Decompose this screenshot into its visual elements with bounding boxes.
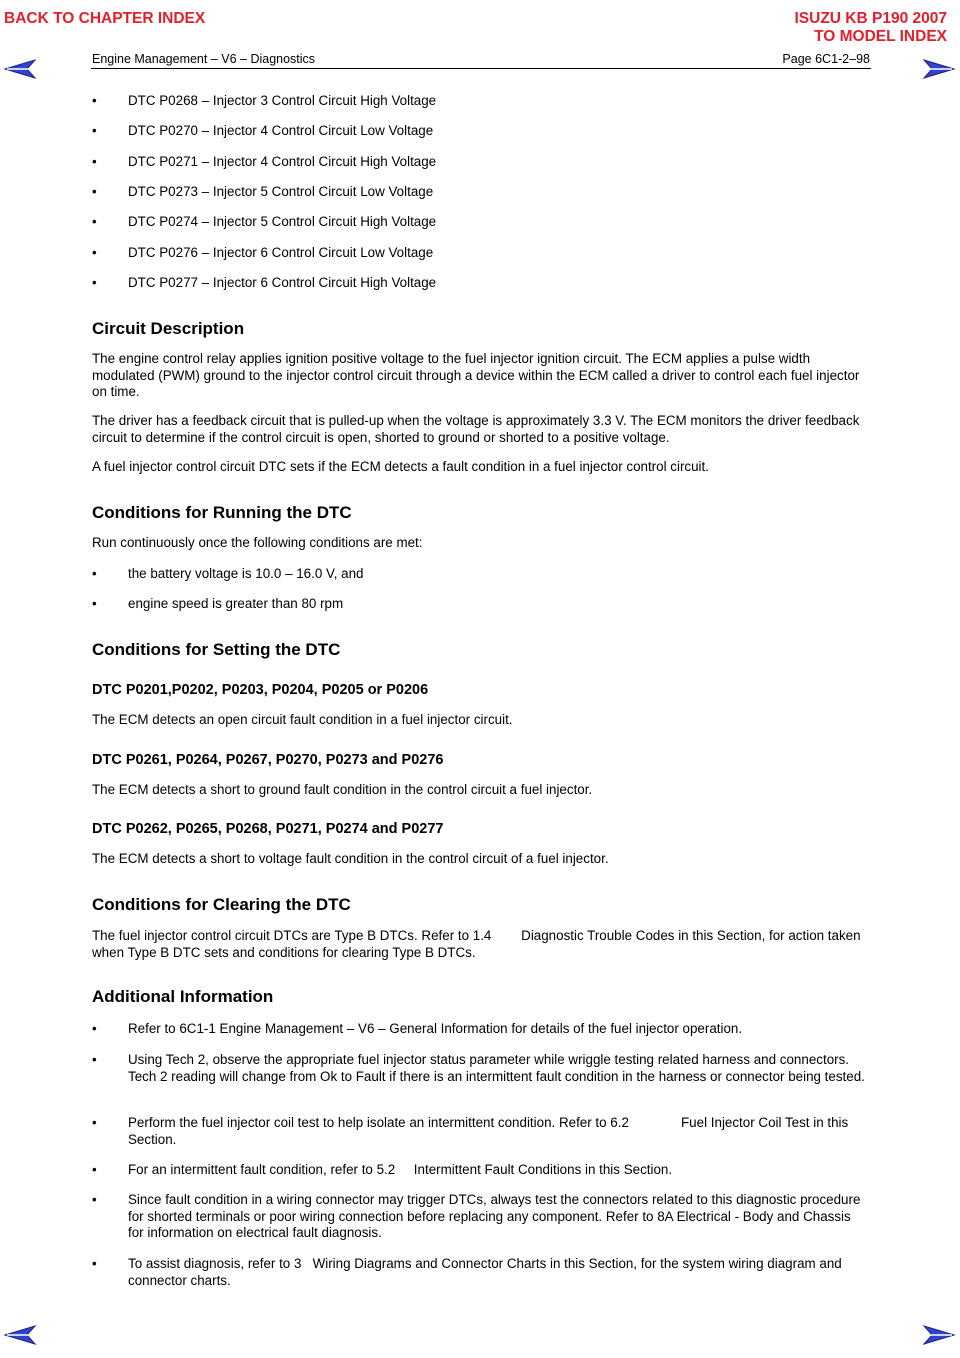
list-item-text: To assist diagnosis, refer to 3 Wiring Diagrams and Connector Charts in this Section, for the system wiring diagram and connector charts. [128, 1256, 846, 1288]
paragraph: The ECM detects an open circuit fault condition in a fuel injector circuit. [92, 712, 513, 727]
bullet-icon: • [92, 1052, 97, 1067]
header-divider [91, 68, 871, 69]
bullet-icon: • [92, 1256, 97, 1271]
paragraph: The engine control relay applies ignition positive voltage to the fuel injector ignition circuit. The ECM applies a pulse width modulated (PWM) ground to the injector control circuit through a device within the ECM called a driver to control each fuel injector on time. [92, 351, 860, 399]
subheading: DTC P0262, P0265, P0268, P0271, P0274 and P0277 [92, 821, 444, 837]
list-item-text: Using Tech 2, observe the appropriate fuel injector status parameter while wriggle testing related harness and connectors. Tech 2 reading will change from Ok to Fault if there is an intermittent fault condition in the harness or connector being tested. [128, 1052, 865, 1084]
bullet-icon: • [92, 566, 97, 581]
subheading: DTC P0201,P0202, P0203, P0204, P0205 or P0206 [92, 682, 429, 698]
bullet-icon: • [92, 184, 97, 199]
section-heading-circuit-description: Circuit Description [92, 319, 245, 338]
back-to-chapter-index-link[interactable]: BACK TO CHAPTER INDEX [4, 10, 206, 27]
list-item-text: the battery voltage is 10.0 – 16.0 V, and [128, 566, 364, 581]
bullet-icon: • [92, 93, 97, 108]
model-index-link[interactable] [795, 10, 948, 46]
paragraph: The ECM detects a short to voltage fault condition in the control circuit of a fuel injector. [92, 851, 609, 866]
paragraph: A fuel injector control circuit DTC sets if the ECM detects a fault condition in a fuel injector control circuit. [92, 459, 709, 474]
list-item-text: Perform the fuel injector coil test to help isolate an intermittent condition. Refer to 6.2 Fuel Injector Coil Test in this Section. [128, 1115, 852, 1147]
bullet-icon: • [92, 214, 97, 229]
bullet-icon: • [92, 245, 97, 260]
list-item-text: DTC P0273 – Injector 5 Control Circuit Low Voltage [128, 184, 434, 199]
paragraph: The fuel injector control circuit DTCs are Type B DTCs. Refer to 1.4 Diagnostic Trouble Codes in this Section, for action taken when Type B DTC sets and conditions for clearing Type B DTCs. [92, 928, 865, 960]
bullet-icon: • [92, 275, 97, 290]
section-heading-additional-information: Additional Information [92, 987, 274, 1006]
list-item-text: DTC P0271 – Injector 4 Control Circuit High Voltage [128, 154, 437, 169]
bullet-icon: • [92, 123, 97, 138]
paragraph: The driver has a feedback circuit that is pulled-up when the voltage is approximately 3.3 V. The ECM monitors the driver feedback circuit to determine if the control circuit is open, shorted to ground or shorted to a positive voltage. [92, 413, 860, 445]
next-page-arrow-icon[interactable] [922, 58, 956, 80]
list-item-text: Since fault condition in a wiring connector may trigger DTCs, always test the connectors related to this diagnostic procedure for shorted terminals or poor wiring connection before replacing any component. Refer to 8A Electrical - Body and Chassis for information on electrical fault diagnosis. [128, 1192, 861, 1240]
list-item-text: Refer to 6C1-1 Engine Management – V6 – General Information for details of the fuel injector operation. [128, 1021, 743, 1036]
prev-page-arrow-icon[interactable] [3, 58, 37, 80]
paragraph: The ECM detects a short to ground fault condition in the control circuit a fuel injector. [92, 782, 593, 797]
list-item-text: DTC P0276 – Injector 6 Control Circuit Low Voltage [128, 245, 434, 260]
bullet-icon: • [92, 1115, 97, 1130]
model-title: ISUZU KB P190 2007 [794, 10, 947, 27]
section-heading-setting: Conditions for Setting the DTC [92, 640, 341, 659]
list-item-text: For an intermittent fault condition, refer to 5.2 Intermittent Fault Conditions in this Section. [128, 1162, 673, 1177]
list-item-text: engine speed is greater than 80 rpm [128, 596, 344, 611]
next-page-arrow-bottom-icon[interactable] [922, 1324, 956, 1346]
to-model-index-label: TO MODEL INDEX [814, 28, 947, 45]
list-item-text: DTC P0270 – Injector 4 Control Circuit Low Voltage [128, 123, 434, 138]
prev-page-arrow-bottom-icon[interactable] [3, 1324, 37, 1346]
bullet-icon: • [92, 1021, 97, 1036]
page-number: Page 6C1-2–98 [782, 52, 870, 66]
bullet-icon: • [92, 1192, 97, 1207]
list-item-text: DTC P0274 – Injector 5 Control Circuit High Voltage [128, 214, 437, 229]
section-heading-running: Conditions for Running the DTC [92, 503, 352, 522]
list-item-text: DTC P0277 – Injector 6 Control Circuit High Voltage [128, 275, 437, 290]
document-title: Engine Management – V6 – Diagnostics [92, 52, 316, 66]
paragraph: Run continuously once the following conditions are met: [92, 535, 423, 550]
list-item-text: DTC P0268 – Injector 3 Control Circuit High Voltage [128, 93, 437, 108]
bullet-icon: • [92, 1162, 97, 1177]
subheading: DTC P0261, P0264, P0267, P0270, P0273 and P0276 [92, 752, 444, 768]
bullet-icon: • [92, 154, 97, 169]
section-heading-clearing: Conditions for Clearing the DTC [92, 895, 351, 914]
bullet-icon: • [92, 596, 97, 611]
